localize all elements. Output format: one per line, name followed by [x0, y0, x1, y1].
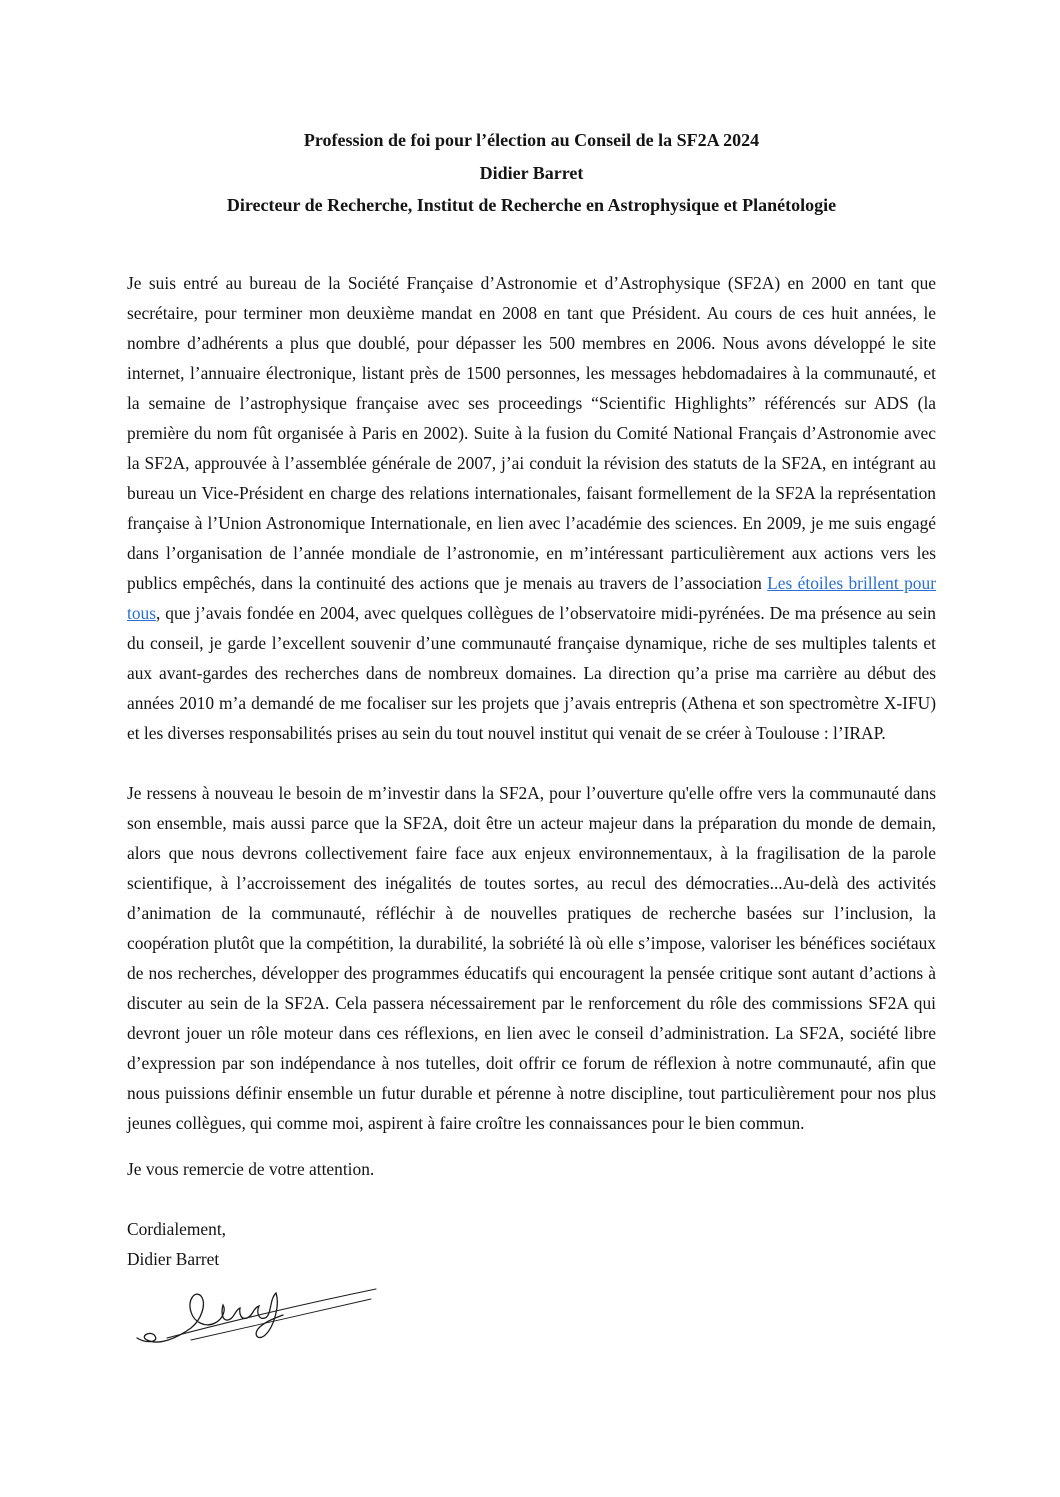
- closing-salutation: Cordialement,: [127, 1218, 227, 1239]
- author-affiliation: Directeur de Recherche, Institut de Recherche en Astrophysique et Planétologie: [226, 195, 837, 215]
- paragraph-2: Je ressens à nouveau le besoin de m’investir dans la SF2A, pour l’ouverture qu'elle offre vers la communauté dans son ensemble, mais aussi parce que la SF2A, doit être un acteur majeur dans la préparation du monde de demain, alors que nous devrons collectivement faire face aux enjeux environnementaux, à la fragilisation de la parole scientifique, à l’accroissement des inégalités de toutes sortes, au recul des démocraties...Au-delà des activités d’animation de la communauté, réfléchir à de nouvelles pratiques de recherche basées sur l’inclusion, la coopération plutôt que la compétition, la durabilité, la sobriété là où elle s’impose, valoriser les bénéfices sociétaux de nos recherches, développer des programmes éducatifs qui encouragent la pensée critique sont autant d’actions à discuter au sein de la SF2A. Cela passera nécessairement par le renforcement du rôle des commissions SF2A qui devront jouer un rôle moteur dans ces réflexions, en lien avec le conseil d’administration. La SF2A, société libre d’expression par son indépendance à nos tutelles, doit offrir ce forum de réflexion à notre communauté, afin que nous puissions définir ensemble un futur durable et pérenne à notre discipline, tout particulièrement pour nos plus jeunes collègues, qui comme moi, aspirent à faire croître les connaissances pour le bien commun.: [127, 782, 936, 1133]
- paragraph-1: [127, 268, 936, 748]
- document-content: [127, 124, 936, 1350]
- les-etoiles-brillent-link[interactable]: Les étoiles brillent pour tous: [127, 572, 936, 623]
- title-block: [127, 124, 936, 222]
- paragraph-1-text-after-link: , que j’avais fondée en 2004, avec quelques collègues de l’observatoire midi-pyrénées. De ma présence au sein du conseil, je garde l’excellent souvenir d’une communauté française dynamique, riche de ses multiples talents et aux avant-gardes des recherches dans de nombreux domaines. La direction qu’a prise ma carrière au début des années 2010 m’a demandé de me focaliser sur les projets que j’avais entrepris (Athena et son spectromètre X-IFU) et les diverses responsabilités prises au sein du tout nouvel institut qui venait de se créer à Toulouse : l’IRAP.: [127, 602, 936, 743]
- signature-name: Didier Barret: [127, 1248, 220, 1269]
- paragraph-1-text-before-link: Je suis entré au bureau de la Société Française d’Astronomie et d’Astrophysique (SF2A) en 2000 en tant que secrétaire, pour terminer mon deuxième mandat en 2008 en tant que Président. Au cours de ces huit années, le nombre d’adhérents a plus que doublé, pour dépasser les 500 membres en 2006. Nous avons développé le site internet, l’annuaire électronique, listant près de 1500 personnes, les messages hebdomadaires à la communauté, et la semaine de l’astrophysique française avec ses proceedings “Scientific Highlights” référencés sur ADS (la première du nom fût organisée à Paris en 2002). Suite à la fusion du Comité National Français d’Astronomie avec la SF2A, approuvée à l’assemblée générale de 2007, j’ai conduit la révision des statuts de la SF2A, en intégrant au bureau un Vice-Président en charge des relations internationales, faisant formellement de la SF2A la représentation française à l’Union Astronomique Internationale, en lien avec l’académie des sciences. En 2009, je me suis engagé dans l’organisation de l’année mondiale de l’astronomie, en m’intéressant particulièrement aux actions vers les publics empêchés, dans la continuité des actions que je menais au travers de l’association: [127, 272, 936, 593]
- signature-image: [133, 1278, 936, 1350]
- author-name: Didier Barret: [479, 162, 584, 183]
- closing-block: [127, 1214, 936, 1350]
- document-title: Profession de foi pour l’élection au Conseil de la SF2A 2024: [303, 130, 760, 150]
- handwritten-signature-icon: [133, 1278, 383, 1350]
- thanks-line: Je vous remercie de votre attention.: [127, 1158, 375, 1179]
